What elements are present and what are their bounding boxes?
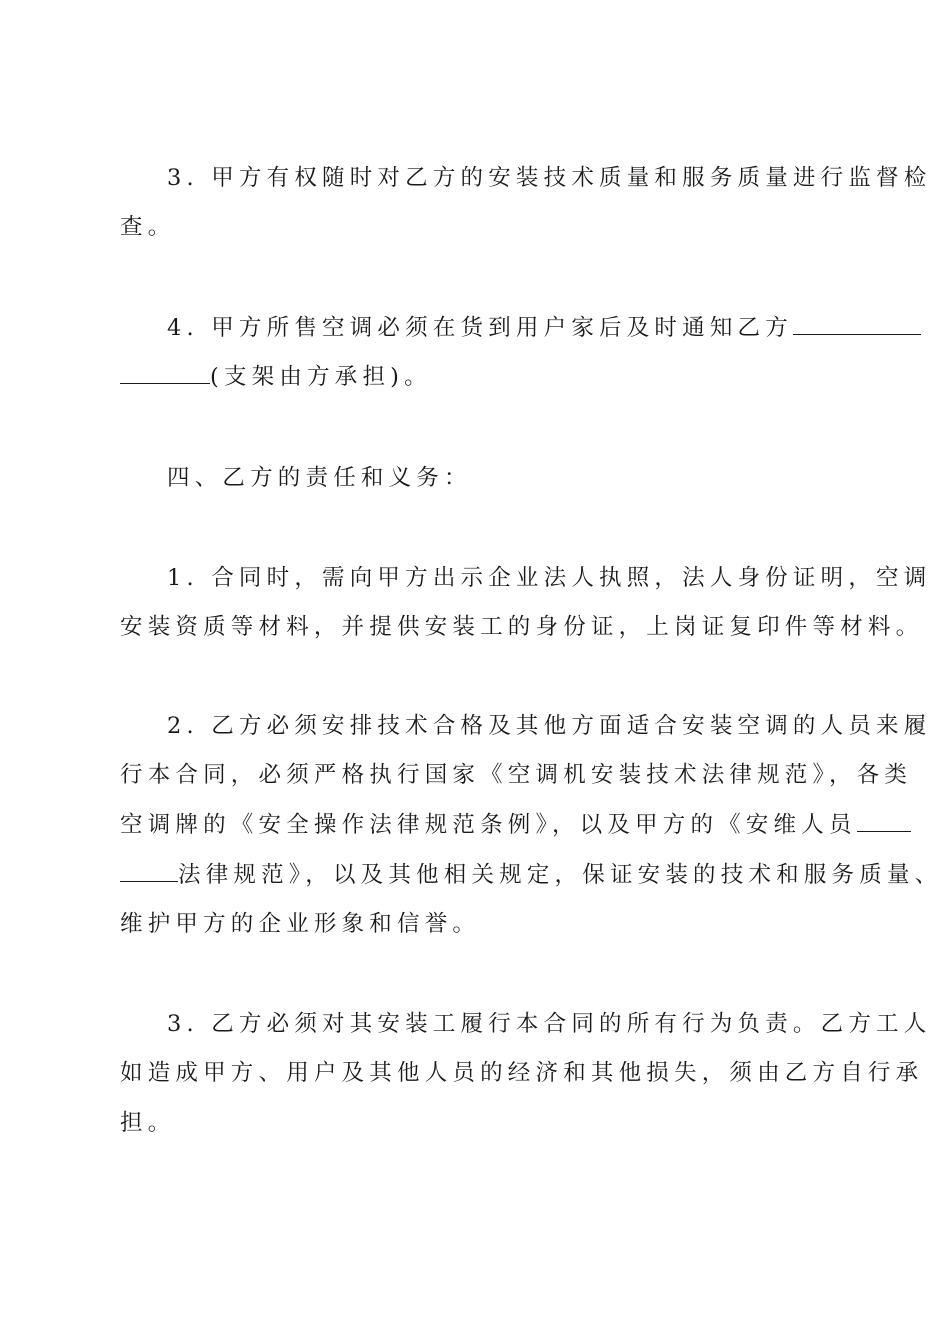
paragraph-2-line-5: 维护甲方的企业形象和信誉。: [120, 911, 481, 937]
paragraph-5-line-2: 如造成甲方、用户及其他人员的经济和其他损失，须由乙方自行承: [120, 1060, 924, 1086]
paragraph-4-text-1: 4. 甲方所售空调必须在货到用户家后及时通知乙方: [167, 315, 793, 341]
section-heading: 四、乙方的责任和义务：: [167, 465, 472, 491]
paragraph-2-line-4: [120, 860, 942, 890]
paragraph-5-line-1: 3. 乙方必须对其安装工履行本合同的所有行为负责。乙方工人: [167, 1011, 932, 1037]
fill-blank: [793, 314, 921, 335]
paragraph-2-line-3: [120, 810, 911, 840]
paragraph-4-text-2: (支架由方承担)。: [210, 364, 432, 390]
paragraph-2-text-3: 空调牌的《安全操作法律规范条例》，以及甲方的《安维人员: [120, 812, 857, 838]
fill-blank: [857, 811, 911, 832]
paragraph-5-line-3: 担。: [120, 1110, 176, 1136]
paragraph-1-line-1: 1. 合同时，需向甲方出示企业法人执照，法人身份证明，空调: [167, 565, 932, 591]
fill-blank: [120, 861, 178, 882]
paragraph-2-line-1: 2. 乙方必须安排技术合格及其他方面适合安装空调的人员来履: [167, 713, 932, 739]
paragraph-4-line-2: [120, 362, 432, 392]
paragraph-2-line-2: 行本合同，必须严格执行国家《空调机安装技术法律规范》，各类: [120, 762, 913, 788]
fill-blank: [120, 363, 210, 384]
paragraph-2-text-4: 法律规范》，以及其他相关规定，保证安装的技术和服务质量、: [178, 862, 943, 888]
paragraph-3-line-2: 查。: [120, 214, 176, 240]
paragraph-3-line-1: 3. 甲方有权随时对乙方的安装技术质量和服务质量进行监督检: [167, 165, 932, 191]
paragraph-4-line-1: [167, 313, 921, 343]
paragraph-1-line-2: 安装资质等材料，并提供安装工的身份证，上岗证复印件等材料。: [120, 614, 924, 640]
